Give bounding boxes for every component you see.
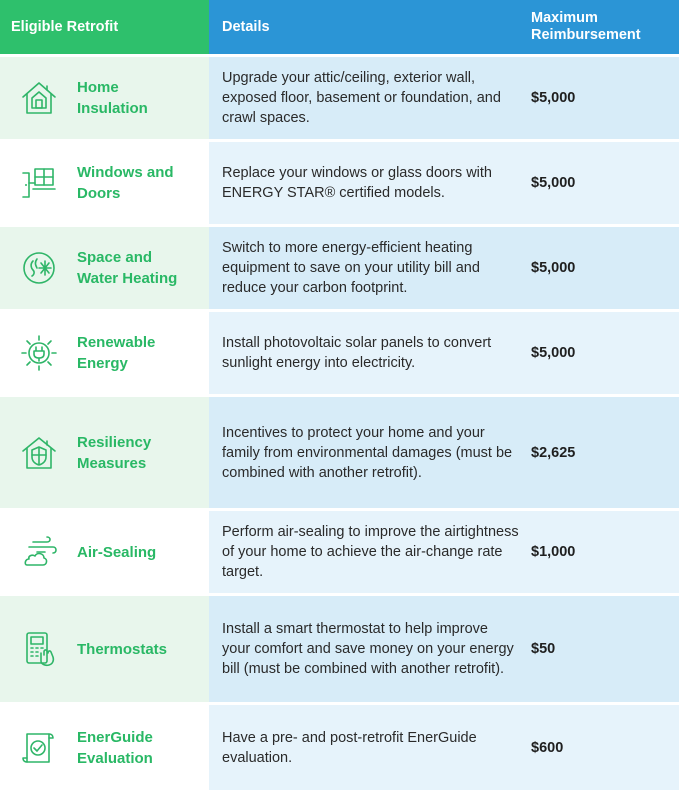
retrofit-cell — [0, 312, 209, 394]
amount-cell: $2,625 — [528, 397, 679, 508]
amount-cell: $600 — [528, 705, 679, 790]
amount-cell: $50 — [528, 596, 679, 702]
retrofit-name: Windows and Doors — [77, 164, 174, 202]
details-cell: Install a smart thermostat to help improve your comfort and save money on your energy bill (must be combined with another retrofit). — [209, 596, 528, 702]
details-cell: Upgrade your attic/ceiling, exterior wall, exposed floor, basement or foundation, and crawl spaces. — [209, 57, 528, 139]
retrofit-cell — [0, 57, 209, 139]
retrofit-name: EnerGuide Evaluation — [77, 728, 153, 767]
retrofit-name: Renewable Energy — [77, 334, 156, 372]
header-eligible-retrofit: Eligible Retrofit — [0, 0, 209, 54]
details-cell: Replace your windows or glass doors with ENERGY STAR® certified models. — [209, 142, 528, 224]
wind-cloud-icon — [18, 531, 60, 573]
energuide-label-icon — [18, 727, 60, 769]
retrofit-cell — [0, 397, 209, 508]
retrofit-name: Air-Sealing — [77, 543, 157, 561]
house-insulation-icon — [18, 77, 60, 119]
retrofit-cell — [0, 142, 209, 224]
amount-cell: $5,000 — [528, 227, 679, 309]
retrofit-name: Home Insulation — [77, 79, 148, 117]
details-cell: Perform air-sealing to improve the airtightness of your home to achieve the air-change rate target. — [209, 511, 528, 593]
retrofit-cell — [0, 705, 209, 790]
house-shield-icon — [18, 432, 60, 474]
amount-cell: $5,000 — [528, 57, 679, 139]
retrofit-name: Thermostats — [77, 640, 168, 658]
retrofit-name: Space and Water Heating — [77, 249, 178, 287]
solar-plug-icon — [18, 332, 60, 374]
retrofit-cell — [0, 596, 209, 702]
details-cell: Incentives to protect your home and your family from environmental damages (must be combined with another retrofit). — [209, 397, 528, 508]
header-details: Details — [209, 0, 528, 54]
retrofit-name: Resiliency Measures — [77, 433, 152, 472]
amount-cell: $5,000 — [528, 312, 679, 394]
thermostat-hand-icon — [18, 628, 60, 670]
retrofit-cell — [0, 227, 209, 309]
details-cell: Install photovoltaic solar panels to convert sunlight energy into electricity. — [209, 312, 528, 394]
retrofit-cell — [0, 511, 209, 593]
amount-cell: $1,000 — [528, 511, 679, 593]
window-door-icon — [18, 162, 60, 204]
amount-cell: $5,000 — [528, 142, 679, 224]
heating-snowflake-icon — [18, 247, 60, 289]
details-cell: Have a pre- and post-retrofit EnerGuide evaluation. — [209, 705, 528, 790]
details-cell: Switch to more energy-efficient heating equipment to save on your utility bill and reduce your carbon footprint. — [209, 227, 528, 309]
header-maximum-reimbursement: Maximum Reimbursement — [528, 0, 679, 54]
